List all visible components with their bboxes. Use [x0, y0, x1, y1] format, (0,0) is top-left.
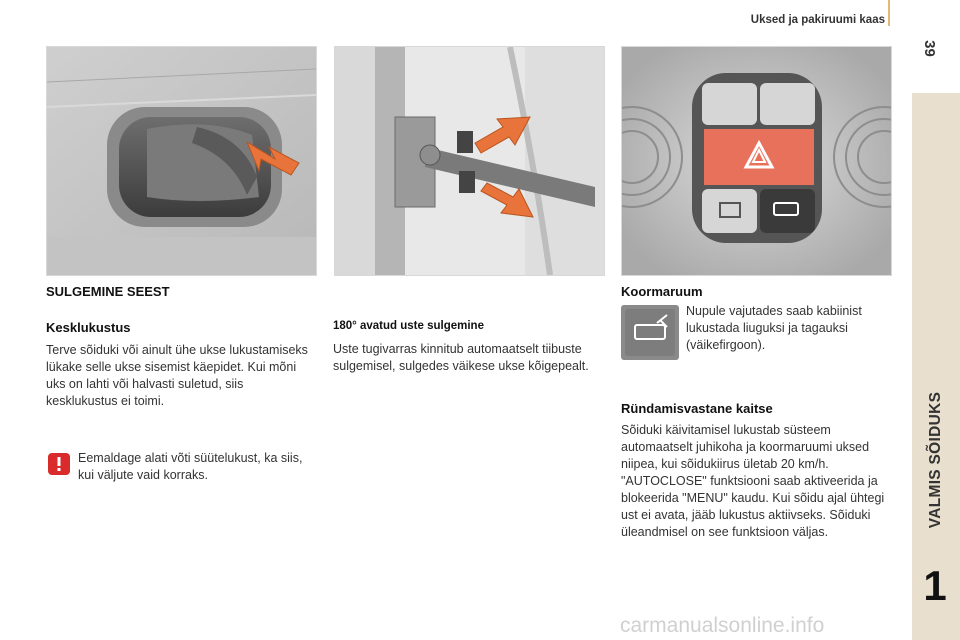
- chapter-number: 1: [923, 562, 947, 609]
- door-handle-drawing: [47, 47, 316, 275]
- cargo-lock-button-icon: [621, 305, 679, 360]
- chapter-side-tab: [912, 93, 960, 640]
- dashboard-buttons-illustration: [621, 46, 892, 276]
- warning-icon: [47, 452, 71, 476]
- cargo-area-text: Nupule vajutades saab kabiinist lukustada liuguksi ja tagauksi (väikefirgoon).: [686, 304, 862, 352]
- page-number: 39: [920, 40, 938, 57]
- dashboard-drawing: [622, 47, 891, 275]
- section-title-closing-inside: SULGEMINE SEEST: [46, 284, 170, 299]
- hinge-drawing: [335, 47, 604, 275]
- header-title: Uksed ja pakiruumi kaas: [750, 14, 885, 26]
- watermark: carmanualsonline.info: [620, 614, 825, 637]
- subsection-title-central-locking: Kesklukustus: [46, 320, 131, 335]
- central-locking-text: Terve sõiduki või ainult ühe ukse lukustamiseks lükake selle ukse sisemist käepidet. Kui mõni uks on lahti või halvasti suletud, siis kesklukustus ei toimi.: [46, 343, 308, 408]
- door-handle-illustration: [46, 46, 317, 276]
- 180-doors-text: Uste tugivarras kinnitub automaatselt tiibuste sulgemisel, sulgedes väikese ukse kõigepealt.: [333, 342, 589, 373]
- subsection-title-anti-attack: Ründamisvastane kaitse: [621, 401, 773, 416]
- anti-attack-text: Sõiduki käivitamisel lukustab süsteem automaatselt juhikoha ja koormaruumi uksed niipea, kui sõidukiirus ületab 20 km/h. "AUTOCLOSE" funktsiooni saab aktiveerida ja blokeerida "MENU" kaudu. Kui sõidu ajal ühtegi ust ei avata, jääb lukustus aktiivseks. Sõiduki üleandmisel on see funktsioon väljas.: [621, 423, 885, 539]
- warning-text: Eemaldage alati võti süütelukust, ka siis, kui väljute vaid korraks.: [78, 451, 303, 482]
- rear-door-hinge-illustration: [334, 46, 605, 276]
- chapter-title: VALMIS SÕIDUKS: [927, 391, 944, 529]
- section-title-cargo-area: Koormaruum: [621, 284, 703, 299]
- subsection-title-180-doors: 180° avatud uste sulgemine: [333, 320, 484, 332]
- header-divider: [888, 0, 890, 26]
